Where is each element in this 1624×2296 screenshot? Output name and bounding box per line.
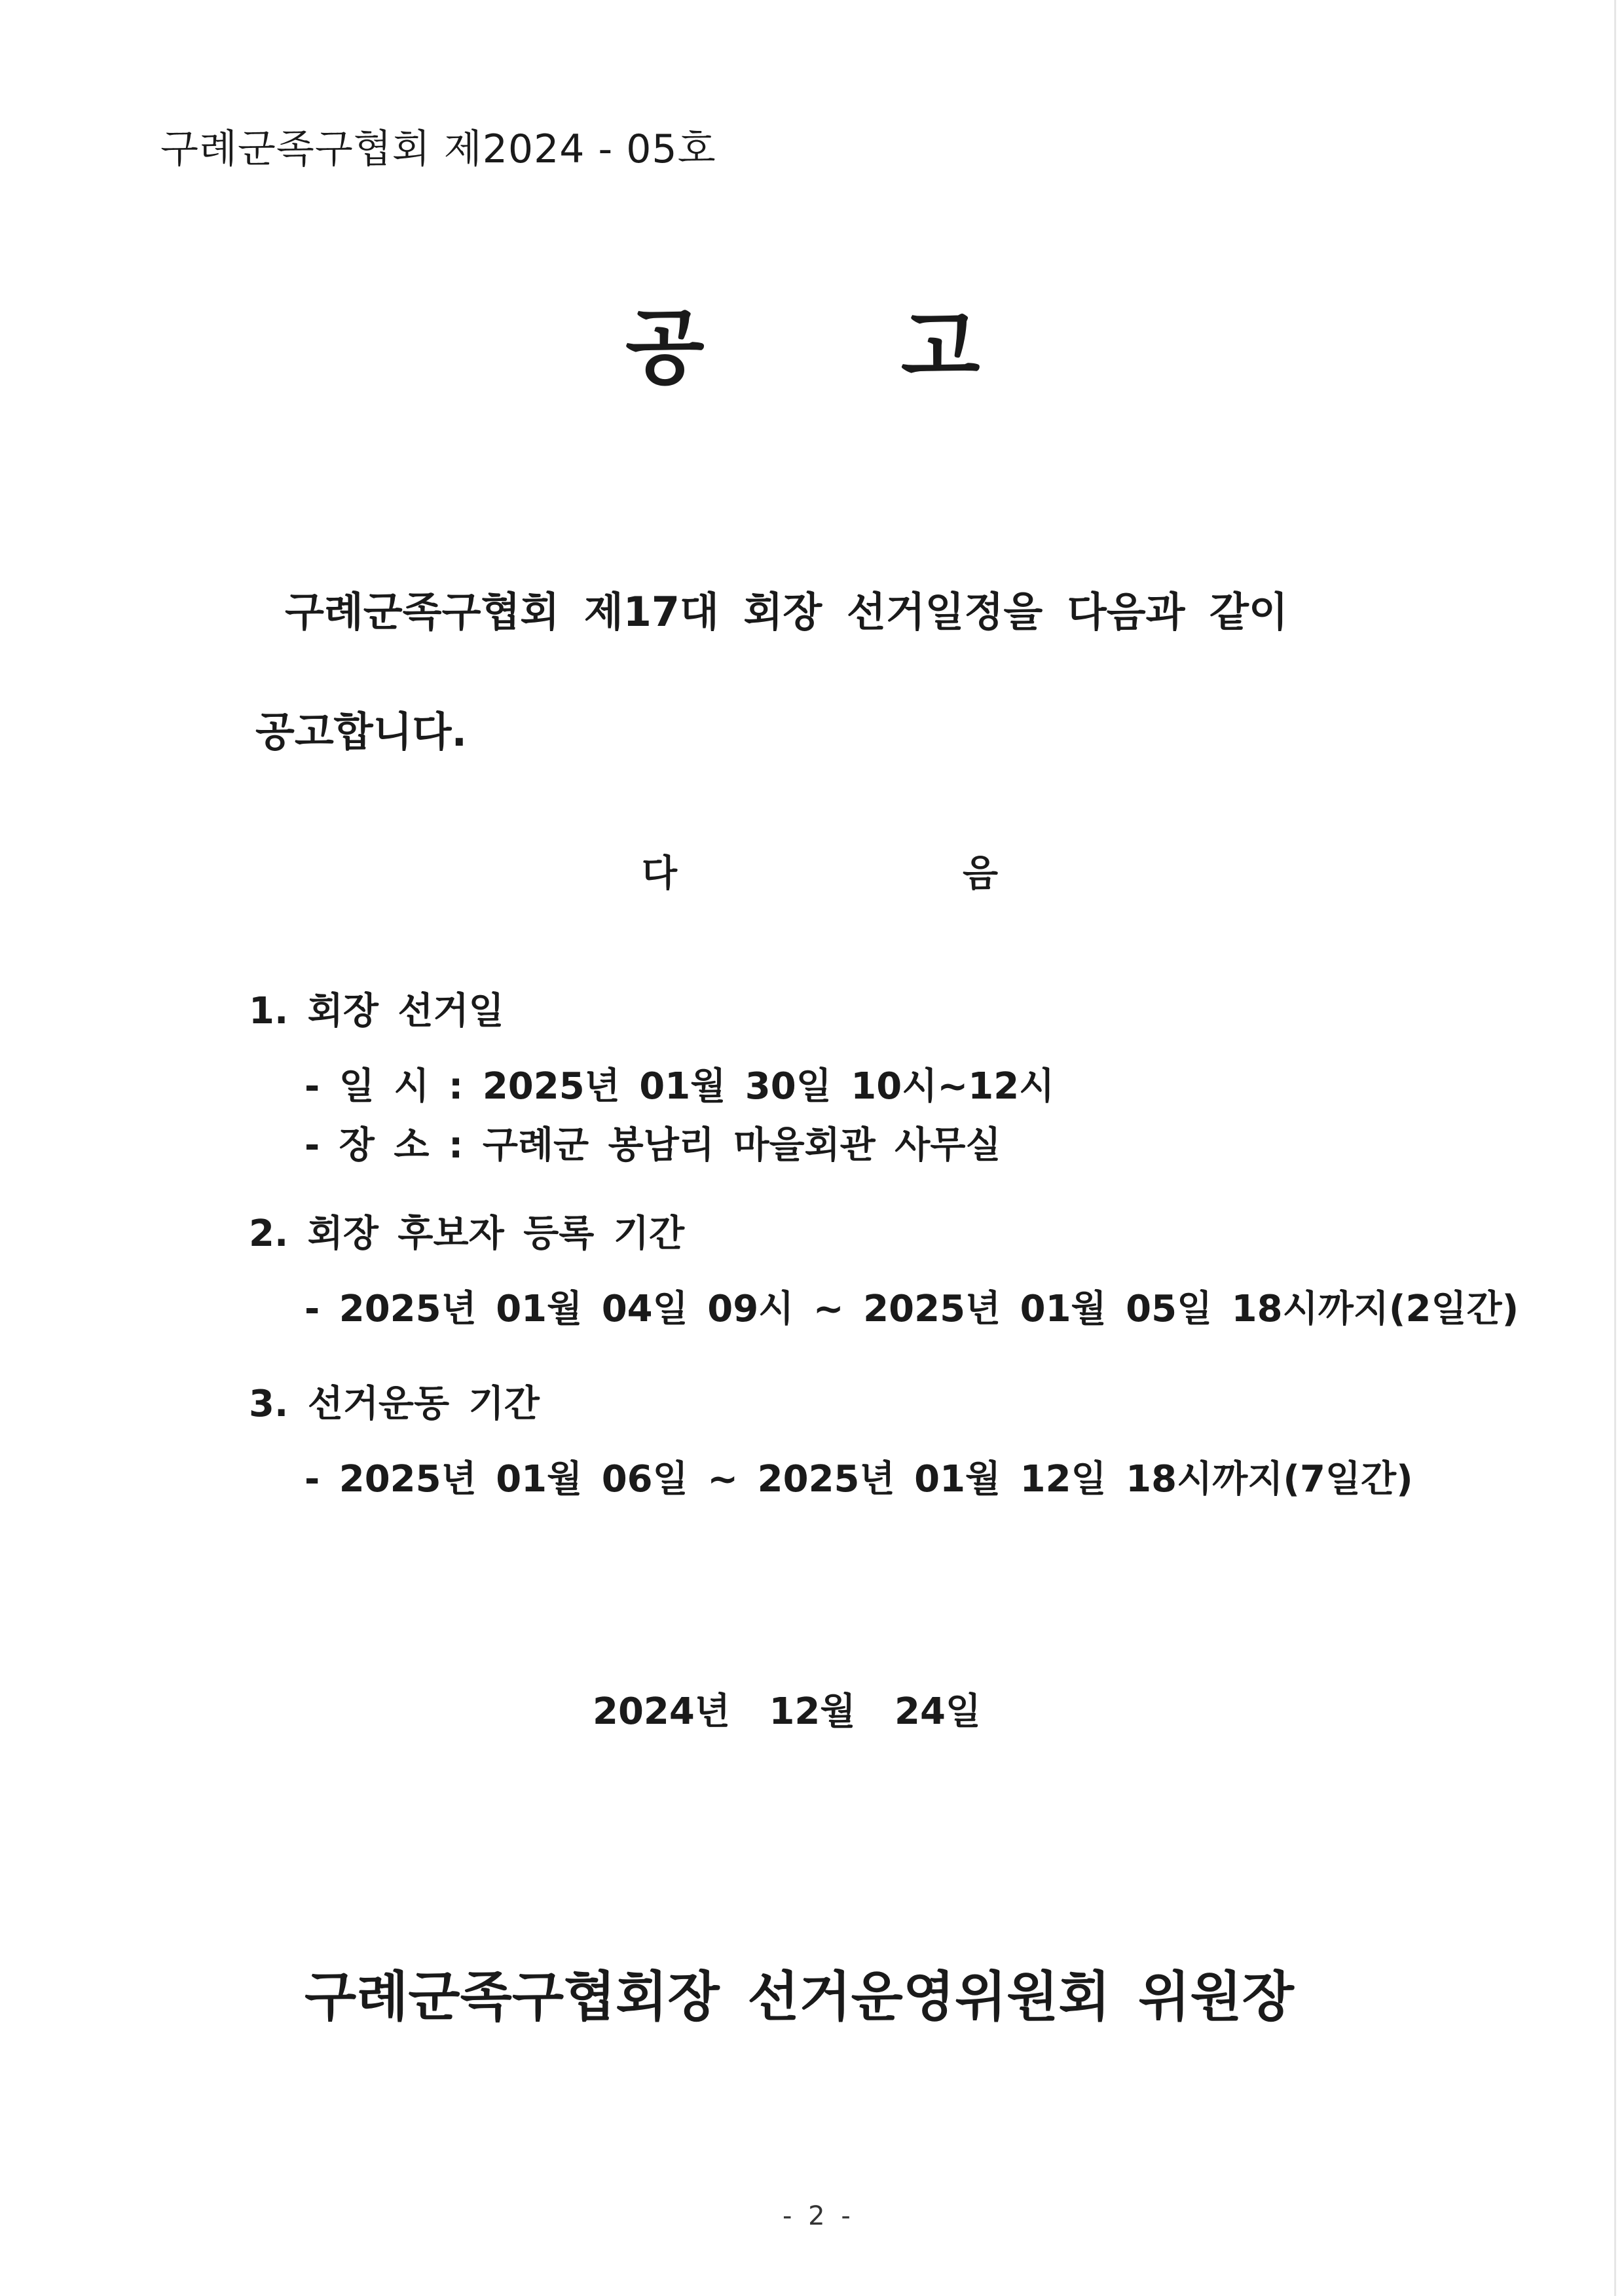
section-2-title: 2. 회장 후보자 등록 기간 (249, 1212, 685, 1255)
below-heading-char-2: 음 (963, 852, 999, 895)
page-number: - 2 - (783, 2201, 855, 2231)
section-2-detail-period: - 2025년 01월 04일 09시 ~ 2025년 01월 05일 18시까지(2일간) (304, 1288, 1519, 1330)
document-number: 구례군족구협회 제2024 - 05호 (160, 126, 716, 172)
scan-edge-line (1614, 0, 1616, 2296)
document-date: 2024년 12월 24일 (593, 1690, 981, 1733)
intro-text-line-2: 공고합니다. (255, 708, 468, 756)
document-title (625, 282, 980, 399)
title-char-2: 고 (900, 301, 980, 395)
below-heading-char-1: 다 (642, 852, 678, 895)
signatory: 구례군족구협회장 선거운영위원회 위원장 (304, 1966, 1294, 2028)
section-1-detail-location: - 장 소 : 구례군 봉남리 마을회관 사무실 (304, 1124, 1001, 1167)
intro-text-line-1: 구례군족구협회 제17대 회장 선거일정을 다음과 같이 (285, 588, 1288, 636)
section-3-title: 3. 선거운동 기간 (249, 1383, 540, 1425)
section-1-title: 1. 회장 선거일 (249, 990, 504, 1032)
title-char-1: 공 (625, 301, 705, 395)
section-1-detail-datetime: - 일 시 : 2025년 01월 30일 10시~12시 (304, 1065, 1055, 1108)
section-3-detail-period: - 2025년 01월 06일 ~ 2025년 01월 12일 18시까지(7일간) (304, 1458, 1413, 1501)
